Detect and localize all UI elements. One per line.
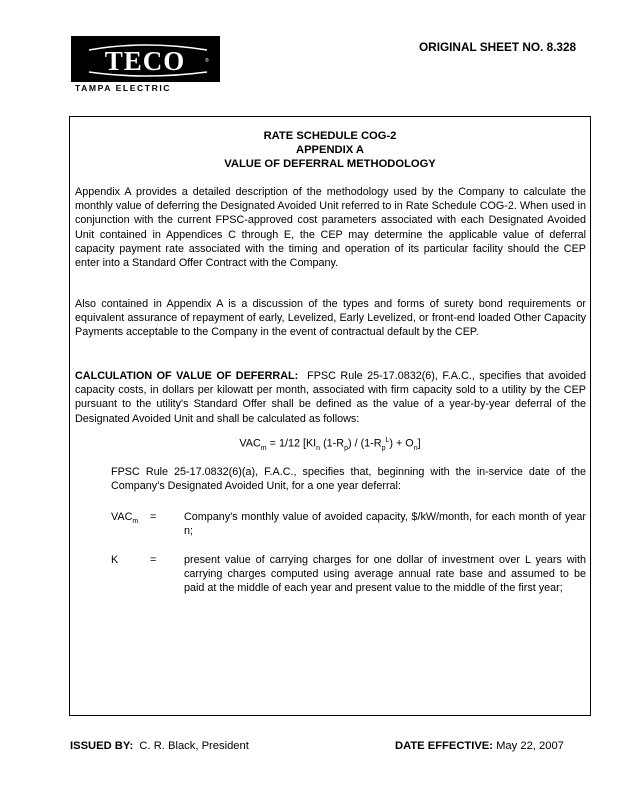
surety-paragraph: Also contained in Appendix A is a discussion of the types and forms of surety bond requirements or equivalent assurance of repayment of early, Levelized, Early Levelized, or front-end loaded Other Capacity Payments acceptable to the Company in the event of contractual default by the CEP.: [75, 298, 586, 339]
content-frame: [69, 116, 591, 716]
teco-logo-mark: [71, 36, 220, 82]
rule-paragraph: FPSC Rule 25-17.0832(6)(a), F.A.C., specifies that, beginning with the in-service date of the Company's Designated Avoided Unit, for a one year deferral:: [111, 466, 586, 493]
issued-by: [70, 740, 249, 752]
calculation-heading: CALCULATION OF VALUE OF DEFERRAL:: [75, 370, 299, 382]
vac-formula: $VAC_m = 1/12$ [$KI_n$ $(1-R_p) / (1-R_p^L) + O_n$]: [239, 437, 421, 452]
calculation-paragraph: [75, 369, 586, 426]
definition-eq-k: =: [150, 554, 157, 566]
document-titles: [70, 129, 590, 171]
calculation-body: FPSC Rule 25-17.0832(6), F.A.C., specifies that avoided capacity costs, in dollars per kilowatt per month, associated with firm capacity sold to a utility by the CEP pursuant to the utility's Standard Offer shall be defined as the value of a year-by-year deferral of the Designated Avoided Unit and shall be calculated as follows:: [75, 370, 587, 425]
date-effective: [395, 740, 564, 752]
intro-paragraph: Appendix A provides a detailed description of the methodology used by the Company to calculate the monthly value of deferring the Designated Avoided Unit referred to in Rate Schedule COG-2. When used in conjunction with the current FPSC-approved cost parameters associated with each Designated Avoided Unit contained in Appendices C through E, the CEP may determine the applicable value of deferral capacity payment rate associated with the timing and operation of its particular facility should the CEP enter into a Standard Offer Contract with the Company.: [75, 186, 586, 270]
title-rate-schedule: RATE SCHEDULE COG-2: [263, 130, 397, 142]
logo-subtitle: TAMPA ELECTRIC: [75, 83, 172, 93]
definition-text-vac: Company's monthly value of avoided capacity, $/kW/month, for each month of year n;: [184, 511, 586, 538]
sheet-number: ORIGINAL SHEET NO. 8.328: [419, 40, 577, 54]
definition-term-vac: $VAC_m$: [111, 511, 139, 526]
definition-eq-vac: =: [150, 511, 157, 523]
teco-logo: [71, 36, 220, 97]
title-appendix: APPENDIX A: [296, 144, 364, 156]
svg-text:®: ®: [205, 58, 209, 64]
date-effective-value: May 22, 2007: [496, 740, 564, 752]
definition-term-k: K: [111, 554, 119, 566]
logo-wordmark: TECO: [104, 46, 186, 76]
issued-by-value: C. R. Black, President: [139, 740, 249, 752]
issued-by-label: ISSUED BY:: [70, 740, 134, 752]
date-effective-label: DATE EFFECTIVE:: [395, 740, 493, 752]
title-methodology: VALUE OF DEFERRAL METHODOLOGY: [224, 158, 436, 170]
definition-text-k: present value of carrying charges for one dollar of investment over L years with carrying charges computed using average annual rate base and assumed to be paid at the middle of each year and present value to the middle of the first year;: [184, 554, 586, 595]
